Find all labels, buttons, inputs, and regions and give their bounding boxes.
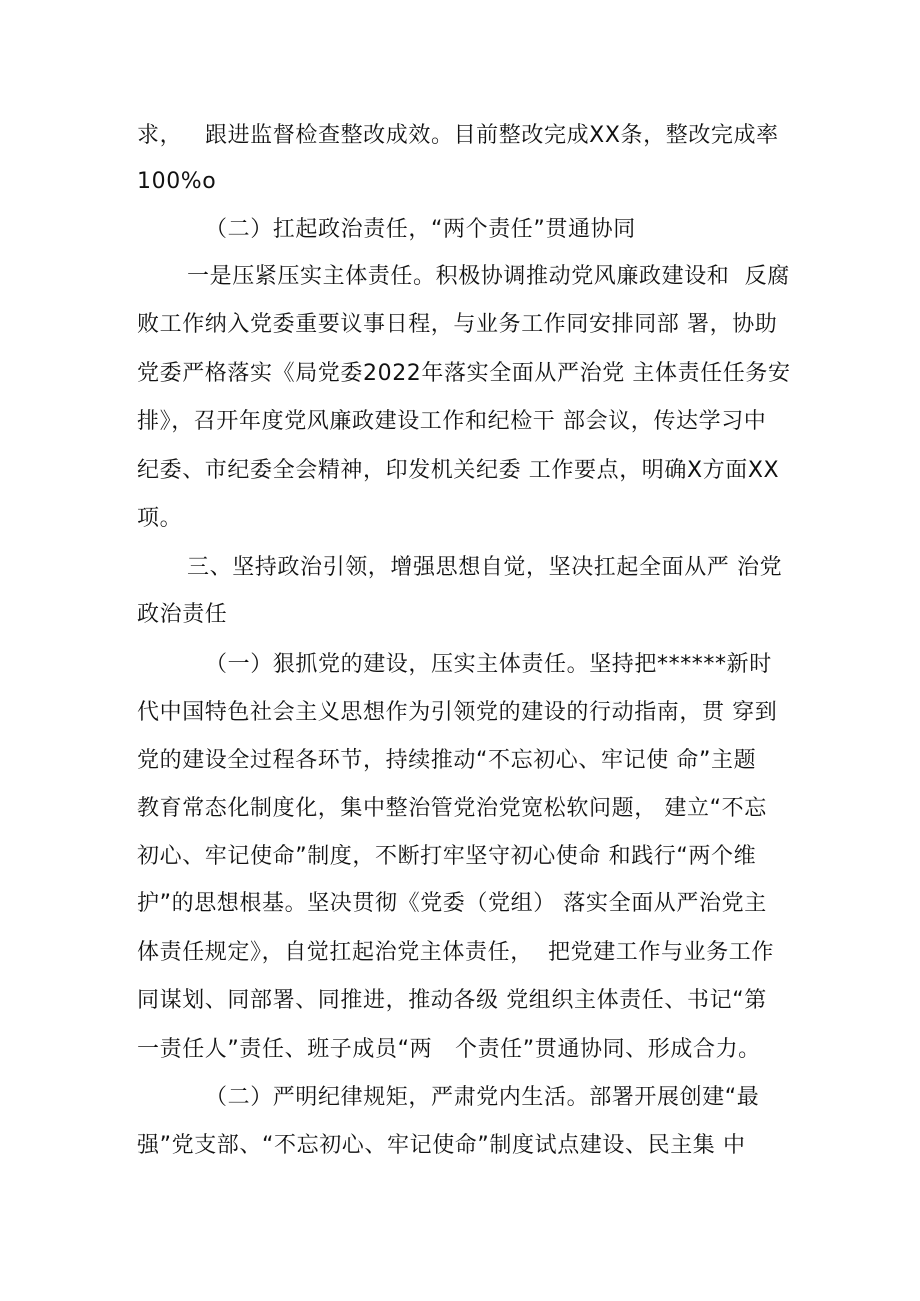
text-line: 党的建设全过程各环节，持续推动“不忘初心、牢记使 命”主题 — [137, 748, 757, 773]
text-line: 护”的思想根基。坚决贯彻《党委（党组） 落实全面从严治党主 — [137, 891, 767, 916]
text-line: 初心、牢记使命”制度，不断打牢坚守初心使命 和践行“两个维 — [137, 844, 757, 869]
text-line: 同谋划、同部署、同推进，推动各级 党组织主体责任、书记“第 — [137, 988, 767, 1013]
text-line: 项。 — [137, 506, 183, 531]
text-line: 教育常态化制度化，集中整治管党治党宽松软问题， 建立“不忘 — [137, 796, 767, 821]
text-line: 纪委、市纪委全会精神，印发机关纪委 工作要点，明确X方面XX — [137, 458, 780, 483]
section-heading: 三、坚持政治引领，增强思想自觉，坚决扛起全面从严 治党 — [187, 555, 783, 580]
text-line: 体责任规定》，自觉扛起治党主体责任， 把党建工作与业务工作 — [137, 940, 774, 965]
text-line: 党委严格落实《局党委2022年落实全面从严治党 主体责任任务安 — [137, 361, 791, 386]
text-line: 一是压紧压实主体责任。积极协调推动党风廉政建设和 反腐 — [187, 264, 790, 289]
section-heading: 政治责任 — [137, 602, 228, 627]
text-line: 败工作纳入党委重要议事日程，与业务工作同安排同部 署，协助 — [137, 312, 778, 337]
text-line: 100%o — [137, 169, 217, 194]
text-line: 强”党支部、“不忘初心、牢记使命”制度试点建设、民主集 中 — [137, 1133, 746, 1158]
text-line: 一责任人”责任、班子成员“两 个责任”贯通协同、形成合力。 — [137, 1037, 761, 1062]
text-line: 求， 跟进监督检查整改成效。目前整改完成XX条，整改完成率 — [137, 123, 779, 148]
text-line: （一）狠抓党的建设，压实主体责任。坚持把******新时 — [205, 652, 772, 677]
text-line: 代中国特色社会主义思想作为引领党的建设的行动指南，贯 穿到 — [137, 700, 778, 725]
text-line: （二）严明纪律规矩，严肃党内生活。部署开展创建“最 — [205, 1085, 760, 1110]
section-heading: （二）扛起政治责任，“两个责任”贯通协同 — [205, 217, 636, 242]
text-line: 排》，召开年度党风廉政建设工作和纪检干 部会议，传达学习中 — [137, 409, 767, 434]
